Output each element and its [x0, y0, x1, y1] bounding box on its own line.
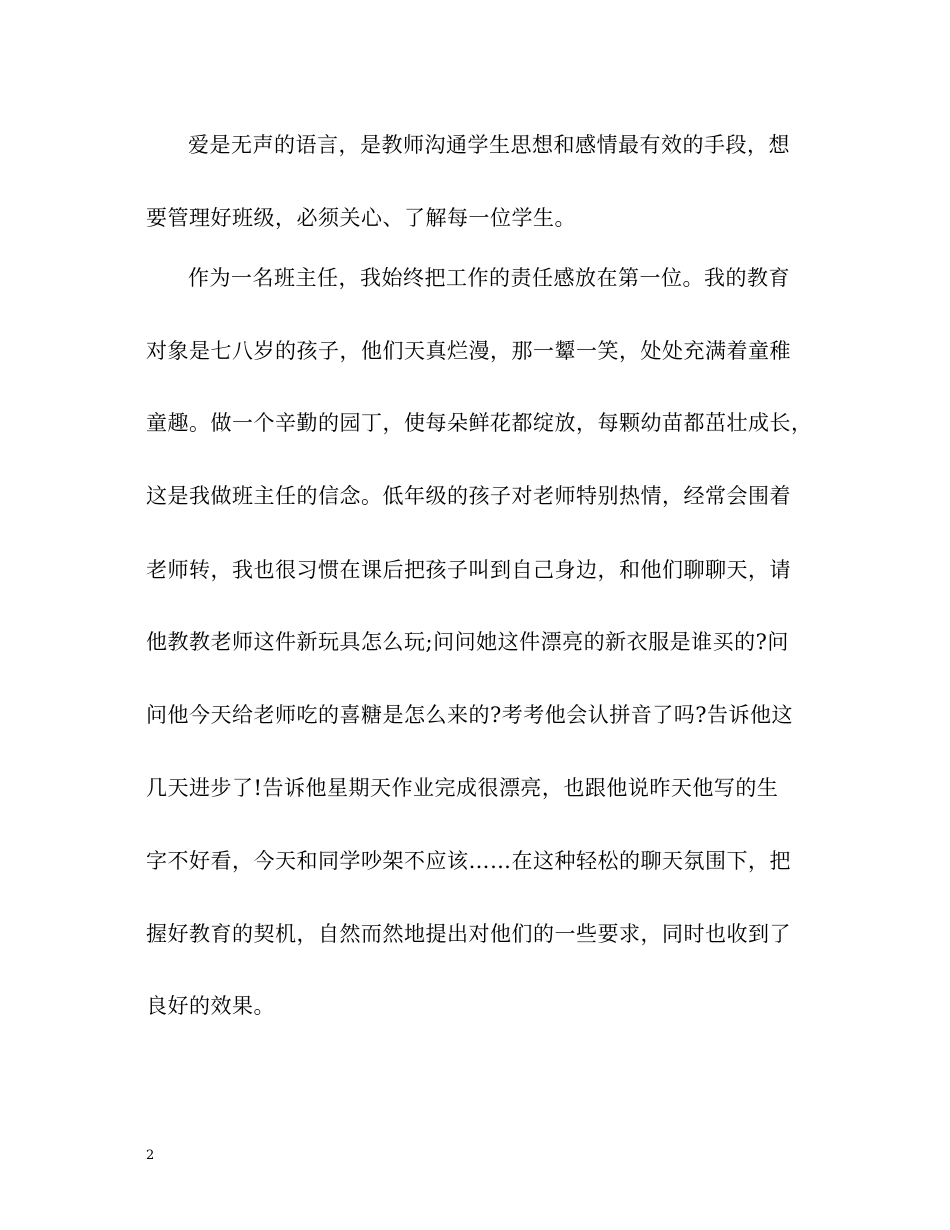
paragraph-2-line-6: 他教教老师这件新玩具怎么玩;问问她这件漂亮的新衣服是谁买的?问 [146, 630, 789, 654]
paragraph-2-line-2: 对象是七八岁的孩子，他们天真烂漫，那一颦一笑，处处充满着童稚 [146, 339, 791, 363]
paragraph-2-line-9: 字不好看，今天和同学吵架不应该……在这种轻松的聊天氛围下，把 [146, 849, 791, 873]
paragraph-2-line-11: 良好的效果。 [146, 994, 275, 1018]
paragraph-2-line-4: 这是我做班主任的信念。低年级的孩子对老师特别热情，经常会围着 [146, 484, 791, 508]
paragraph-1-line-1: 爱是无声的语言，是教师沟通学生思想和感情最有效的手段，想 [188, 133, 790, 157]
paragraph-2-line-8: 几天进步了!告诉他星期天作业完成很漂亮，也跟他说昨天他写的生 [146, 776, 779, 800]
paragraph-2-line-1: 作为一名班主任，我始终把工作的责任感放在第一位。我的教育 [188, 266, 790, 290]
paragraph-2-line-3: 童趣。做一个辛勤的园丁，使每朵鲜花都绽放，每颗幼苗都茁壮成长， [146, 411, 813, 435]
page-number: 2 [146, 1148, 155, 1163]
paragraph-1-line-2: 要管理好班级，必须关心、了解每一位学生。 [146, 206, 576, 230]
paragraph-2-line-10: 握好教育的契机，自然而然地提出对他们的一些要求，同时也收到了 [146, 922, 791, 946]
paragraph-2-line-7: 问他今天给老师吃的喜糖是怎么来的?考考他会认拼音了吗?告诉他这 [146, 703, 794, 727]
paragraph-2-line-5: 老师转，我也很习惯在课后把孩子叫到自己身边，和他们聊聊天，请 [146, 558, 791, 582]
